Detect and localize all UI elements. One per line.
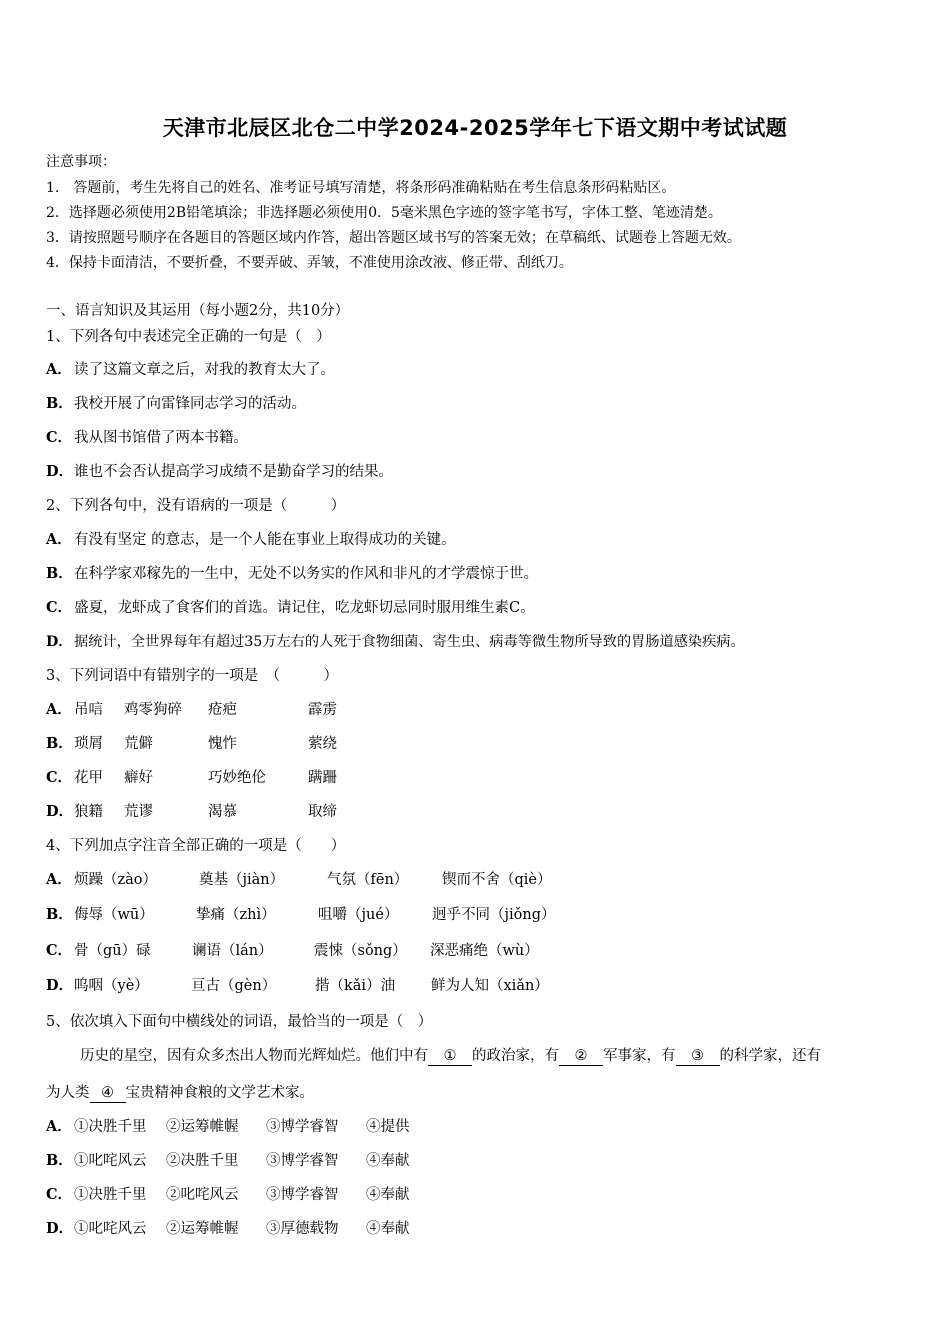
option-word: 揩（kǎi）油	[315, 978, 396, 994]
option-word: 气氛（fēn）	[327, 872, 409, 888]
blank-1: ①	[428, 1047, 472, 1066]
question-3-stem: 3、下列词语中有错别字的一项是 （ ）	[46, 668, 338, 684]
option-label: B．	[46, 565, 73, 582]
option-word: 疮疤	[208, 702, 237, 718]
option-label: A．	[46, 531, 72, 548]
notice-item: 3．请按照题号顺序在各题目的答题区域内作答，超出答题区域书写的答案无效；在草稿纸、试题卷上答题无效。	[46, 230, 741, 246]
option-word: 骨（gū）碌	[74, 943, 151, 959]
blank-3: ③	[676, 1047, 720, 1066]
option-label: C．	[46, 1186, 73, 1203]
option-word: 渴慕	[208, 804, 237, 820]
question-2-option-c	[46, 598, 535, 618]
option-word: 琐屑	[74, 736, 103, 752]
option-label: C．	[46, 599, 73, 616]
question-1-option-a	[46, 360, 335, 380]
passage-text: 的政治家，有	[472, 1048, 559, 1064]
option-text: 盛夏，龙虾成了食客们的首选。请记住，吃龙虾切忌同时服用维生素C。	[74, 600, 535, 616]
question-1-stem: 1、下列各句中表述完全正确的一句是（ ）	[46, 329, 331, 345]
option-word: 荒僻	[124, 736, 153, 752]
option-word: 取缔	[308, 804, 337, 820]
question-2-option-a	[46, 530, 456, 550]
option-word: 萦绕	[308, 736, 337, 752]
question-3-option-d	[46, 802, 337, 822]
option-word: ①叱咤风云	[74, 1221, 147, 1237]
option-word: ②运筹帷幄	[166, 1119, 239, 1135]
question-2-stem: 2、下列各句中，没有语病的一项是（ ）	[46, 498, 346, 514]
option-label: D．	[46, 1220, 74, 1237]
option-text: 我从图书馆借了两本书籍。	[74, 430, 248, 446]
option-word: 狼籍	[74, 804, 103, 820]
option-label: D．	[46, 634, 73, 650]
question-5-option-a	[46, 1117, 410, 1137]
option-word: 鸡零狗碎	[124, 702, 182, 718]
blank-4: ④	[90, 1084, 126, 1103]
option-word: ②叱咤风云	[166, 1187, 239, 1203]
option-label: C．	[46, 942, 73, 959]
option-word: 鲜为人知（xiǎn）	[431, 978, 549, 994]
option-word: 震悚（sǒng）	[314, 943, 407, 959]
option-text: 谁也不会否认提高学习成绩不是勤奋学习的结果。	[74, 464, 393, 480]
question-5-option-c	[46, 1185, 410, 1205]
option-word: ③博学睿智	[266, 1119, 339, 1135]
question-3-option-a	[46, 700, 337, 720]
question-4-stem: 4、下列加点字注音全部正确的一项是（ ）	[46, 838, 346, 854]
option-word: ④提供	[366, 1119, 410, 1135]
passage-text: 宝贵精神食粮的文学艺术家。	[125, 1085, 314, 1101]
option-word: ①决胜千里	[74, 1187, 147, 1203]
option-word: 迥乎不同（jiǒng）	[432, 907, 556, 923]
question-5-passage-line-1	[80, 1046, 821, 1066]
notice-item: 4．保持卡面清洁，不要折叠，不要弄破、弄皱，不准使用涂改液、修正带、刮纸刀。	[46, 255, 573, 271]
option-word: 挚痛（zhì）	[196, 907, 276, 923]
option-word: 霹雳	[308, 702, 337, 718]
option-word: 锲而不舍（qiè）	[442, 872, 552, 888]
option-label: A．	[46, 1118, 72, 1135]
option-word: 癖好	[124, 770, 153, 786]
question-1-option-b	[46, 394, 306, 414]
notice-heading: 注意事项：	[46, 154, 116, 170]
option-label: A．	[46, 701, 72, 718]
option-label: C．	[46, 769, 73, 786]
option-text: 有没有坚定 的意志，是一个人能在事业上取得成功的关键。	[74, 532, 456, 548]
option-word: 巧妙绝伦	[208, 770, 266, 786]
option-word: 愧怍	[208, 736, 237, 752]
option-word: ④奉献	[366, 1153, 410, 1169]
question-2-option-b	[46, 564, 538, 584]
option-text: 在科学家邓稼先的一生中，无处不以务实的作风和非凡的才学震惊于世。	[74, 566, 538, 582]
option-word: 侮辱（wū）	[74, 907, 154, 923]
passage-text: 为人类	[46, 1085, 90, 1101]
option-label: B．	[46, 395, 73, 412]
option-label: C．	[46, 429, 73, 446]
option-label: A．	[46, 361, 72, 378]
option-text: 读了这篇文章之后，对我的教育太大了。	[74, 362, 335, 378]
question-5-option-d	[46, 1219, 410, 1239]
option-word: ④奉献	[366, 1187, 410, 1203]
option-word: ③博学睿智	[266, 1153, 339, 1169]
option-label: D．	[46, 803, 74, 820]
option-word: ③厚德载物	[266, 1221, 339, 1237]
question-3-option-c	[46, 768, 337, 788]
blank-2: ②	[559, 1047, 603, 1066]
question-4-option-c	[46, 941, 539, 961]
option-word: 烦躁（zào）	[74, 872, 158, 888]
option-label: D．	[46, 463, 74, 480]
question-3-option-b	[46, 734, 337, 754]
option-label: D．	[46, 977, 74, 994]
page-title: 天津市北辰区北仓二中学2024-2025学年七下语文期中考试试题	[162, 116, 788, 140]
option-label: B．	[46, 735, 73, 752]
option-word: ②运筹帷幄	[166, 1221, 239, 1237]
option-word: 深恶痛绝（wù）	[430, 943, 539, 959]
option-word: 蹒跚	[308, 770, 337, 786]
passage-text: 军事家，有	[603, 1048, 676, 1064]
question-1-option-d	[46, 462, 393, 482]
option-word: ②决胜千里	[166, 1153, 239, 1169]
question-4-option-d	[46, 976, 549, 996]
option-word: 奠基（jiàn）	[199, 872, 285, 888]
option-text: 据统计，全世界每年有超过35万左右的人死于食物细菌、寄生虫、病毒等微生物所导致的胃肠道感染疾病。	[74, 634, 745, 650]
question-2-option-d	[46, 632, 745, 652]
option-word: 谰语（lán）	[192, 943, 273, 959]
option-word: 荒谬	[124, 804, 153, 820]
option-label: A．	[46, 871, 72, 888]
question-4-option-a	[46, 870, 552, 890]
option-word: ①叱咤风云	[74, 1153, 147, 1169]
option-word: 咀嚼（jué）	[318, 907, 399, 923]
question-5-option-b	[46, 1151, 410, 1171]
option-word: 呜咽（yè）	[74, 978, 149, 994]
option-word: 亘古（gèn）	[191, 978, 277, 994]
option-label: B．	[46, 906, 73, 923]
notice-item: 2．选择题必须使用2B铅笔填涂；非选择题必须使用0．5毫米黑色字迹的签字笔书写，字体工整、笔迹清楚。	[46, 205, 722, 221]
option-word: 吊唁	[74, 702, 103, 718]
option-word: ①决胜千里	[74, 1119, 147, 1135]
section-heading: 一、语言知识及其运用（每小题2分，共10分）	[46, 303, 350, 319]
question-4-option-b	[46, 905, 555, 925]
option-word: ④奉献	[366, 1221, 410, 1237]
passage-text: 历史的星空，因有众多杰出人物而光辉灿烂。他们中有	[80, 1048, 428, 1064]
option-text: 我校开展了向雷锋同志学习的活动。	[74, 396, 306, 412]
passage-text: 的科学家，还有	[719, 1048, 821, 1064]
notice-item: 1. 答题前，考生先将自己的姓名、准考证号填写清楚，将条形码准确粘贴在考生信息条形码粘贴区。	[46, 180, 676, 196]
option-label: B．	[46, 1152, 73, 1169]
option-word: 花甲	[74, 770, 103, 786]
option-word: ③博学睿智	[266, 1187, 339, 1203]
question-5-stem: 5、依次填入下面句中横线处的词语，最恰当的一项是（ ）	[46, 1014, 433, 1030]
question-1-option-c	[46, 428, 248, 448]
question-5-passage-line-2	[46, 1083, 314, 1103]
